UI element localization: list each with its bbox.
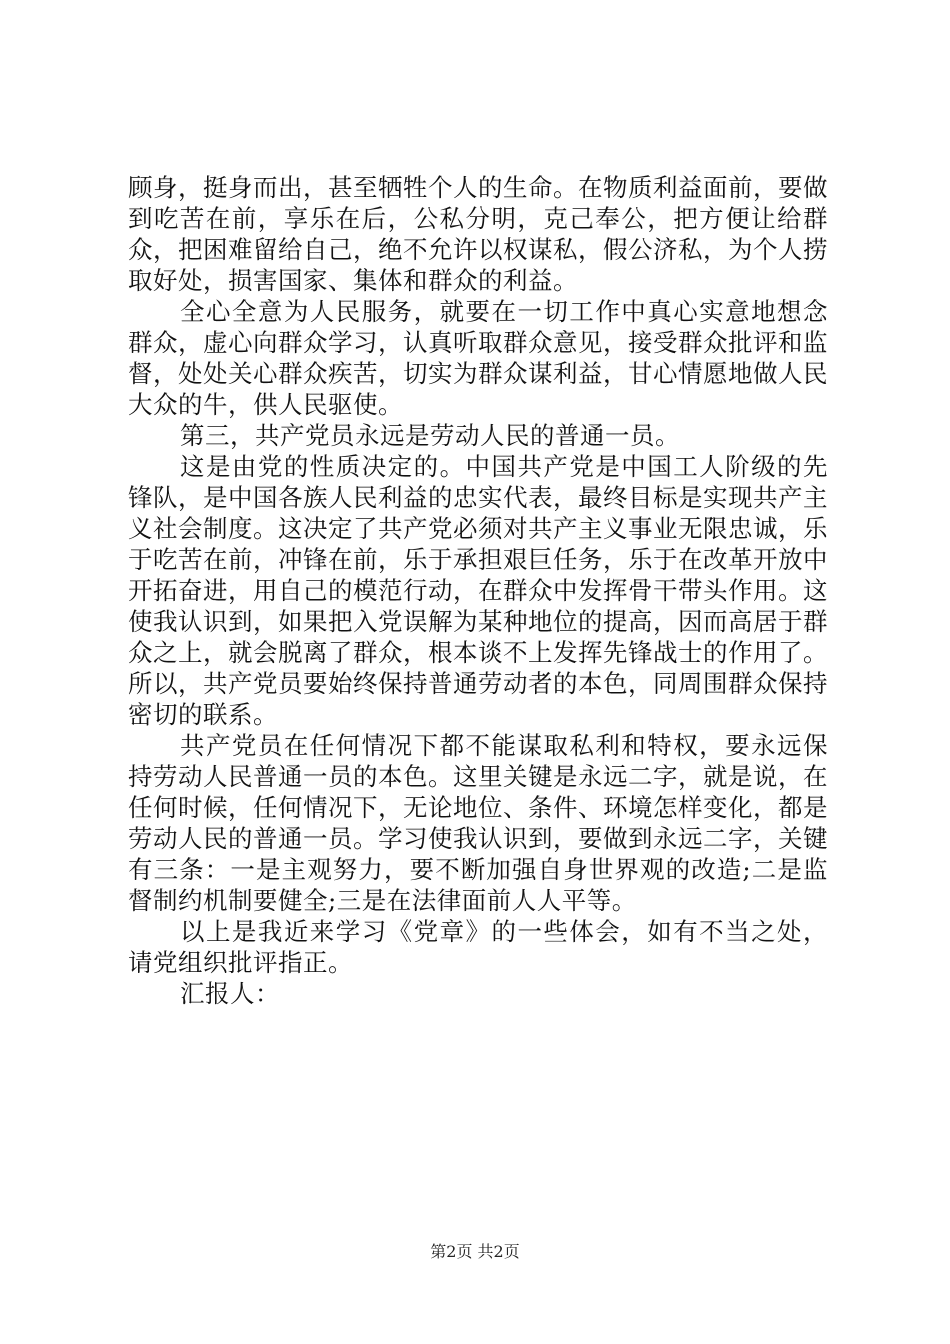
- paragraph: 这是由党的性质决定的。中国共产党是中国工人阶级的先锋队，是中国各族人民利益的忠实代表，最终目标是实现共产主义社会制度。这决定了共产党必须对共产主义事业无限忠诚，乐于吃苦在前，冲锋在前，乐于承担艰巨任务，乐于在改革开放中开拓奋进，用自己的模范行动，在群众中发挥骨干带头作用。这使我认识到，如果把入党误解为某种地位的提高，因而高居于群众之上，就会脱离了群众，根本谈不上发挥先锋战士的作用了。所以，共产党员要始终保持普通劳动者的本色，同周围群众保持密切的联系。: [128, 452, 828, 729]
- page-number-label: 第2页 共2页: [430, 1242, 520, 1261]
- paragraph: 全心全意为人民服务，就要在一切工作中真心实意地想念群众，虚心向群众学习，认真听取群众意见，接受群众批评和监督，处处关心群众疾苦，切实为群众谋利益，甘心情愿地做人民大众的牛，供人民驱使。: [128, 297, 828, 419]
- paragraph-section-heading: 第三，共产党员永远是劳动人民的普通一员。: [180, 421, 680, 450]
- signature-line: 汇报人：: [180, 979, 280, 1008]
- paragraph-closing: 以上是我近来学习《党章》的一些体会，如有不当之处，请党组织批评指正。: [128, 917, 828, 977]
- document-body: [128, 172, 828, 1009]
- paragraph: 共产党员在任何情况下都不能谋取私利和特权，要永远保持劳动人民普通一员的本色。这里关键是永远二字，就是说，在任何时候，任何情况下，无论地位、条件、环境怎样变化，都是劳动人民的普通一员。学习使我认识到，要做到永远二字，关键有三条：一是主观努力，要不断加强自身世界观的改造;二是监督制约机制要健全;三是在法律面前人人平等。: [128, 731, 828, 915]
- page-footer: [0, 1242, 950, 1262]
- paragraph-continued: 顾身，挺身而出，甚至牺牲个人的生命。在物质利益面前，要做到吃苦在前，享乐在后，公私分明，克己奉公，把方便让给群众，把困难留给自己，绝不允许以权谋私，假公济私，为个人捞取好处，损害国家、集体和群众的利益。: [128, 173, 828, 295]
